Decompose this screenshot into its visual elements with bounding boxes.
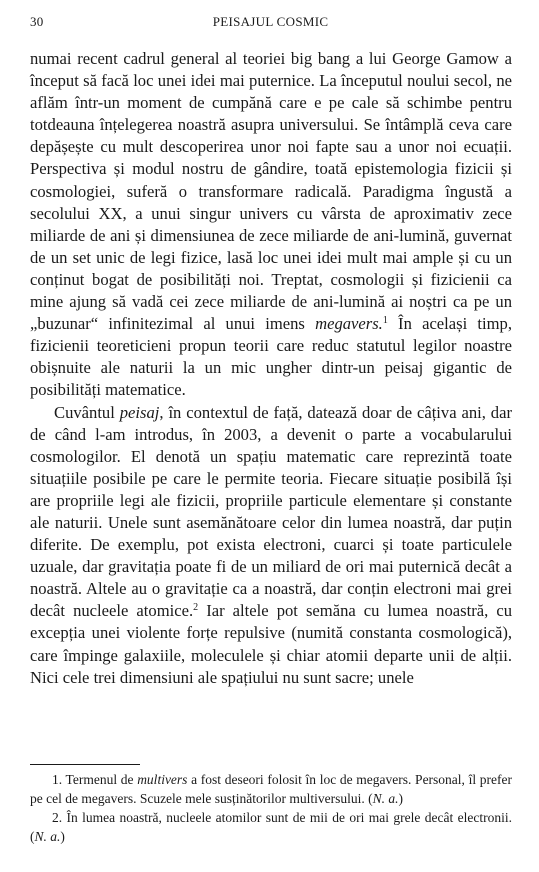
footnote-1-author-note: N. a. xyxy=(372,791,399,806)
footnote-2-text-b: ) xyxy=(60,829,65,844)
paragraph-2-emphasis: peisaj xyxy=(119,402,160,422)
paragraph-1-text-a: numai recent cadrul general al teoriei big bang a lui George Gamow a început să facă loc unei idei mai puternice. La începutul noului secol, ne aflăm într-un moment de cumpănă care e pe cale să schimbe pentru totdeauna înțelegerea noastră asupra universului. Se întâmplă ceva care depășește cu mult descoperirea unor noi fapte sau a unor noi ecuații. Perspectiva și modul nostru de gândire, toată epistemologia fizicii și cosmologiei, suferă o transformare radicală. Paradigma îngustă a secolului XX, a unui singur univers cu vârsta de aproximativ zece miliarde de ani și dimensiunea de zece miliarde de ani-lumină, guvernat de un set unic de legi fizice, lasă loc unei idei mult mai ample și cu un conținut bogat de posibilități noi. Treptat, cosmologii și fizicienii ca mine ajung să vadă cei zece miliarde de ani-lumină ai noștri ca pe un „buzunar“ infinitezimal al unui imens xyxy=(30,49,512,334)
footnote-ref-1[interactable]: 1 xyxy=(382,315,388,327)
footnote-ref-2[interactable]: 2 xyxy=(193,602,199,614)
footnote-1-text-a: 1. Termenul de xyxy=(52,772,138,787)
footnote-2 xyxy=(30,808,512,846)
running-title: PEISAJUL COSMIC xyxy=(212,14,329,29)
body-text xyxy=(30,48,512,689)
paragraph-2-text-c: Iar altele pot semăna cu lumea noastră, cu excepția unei violente forțe repulsive (numită constanta cosmologică), care împinge galaxiile, moleculele și chiar atomii departe unii de alții. Nici cele trei dimensiuni ale spațiului nu sunt sacre; unele xyxy=(30,601,512,687)
footnote-2-text-a: 2. În lumea noastră, nucleele atomilor sunt de mii de ori mai grele decât electronii. ( xyxy=(30,810,512,844)
footnotes xyxy=(30,770,512,846)
paragraph-1-emphasis: megavers. xyxy=(315,314,383,334)
footnote-1-emphasis: multivers xyxy=(137,772,188,787)
paragraph-1 xyxy=(30,48,512,402)
footnote-1-text-c: ) xyxy=(398,791,404,806)
footnote-1-text-b: a fost deseori folosit în loc de megavers. Personal, îl prefer pe cel de megavers. Scuzele mele susținătorilor multiversului. ( xyxy=(30,772,512,806)
paragraph-2 xyxy=(30,402,512,689)
footnote-1 xyxy=(30,770,512,808)
paragraph-1-text-b: În același timp, fizicienii teoreticieni propun teorii care reduc statutul legilor noastre obișnuite ale naturii la un mic ungher dintr-un peisaj gigantic de posibilități matematice. xyxy=(30,314,512,400)
paragraph-2-text-b: , în contextul de față, datează doar de câțiva ani, dar de când l-am introdus, în 2003, a devenit o parte a vocabularului cosmologilor. El denotă un spațiu matematic care reprezintă toate situațiile posibile pe care le permite teoria. Fiecare situație posibilă își are propriile legi ale fizicii, propriile particule elementare și constante ale naturii. Unele sunt asemănătoare celor din lumea noastră, dar puțin diferite. De exemplu, pot exista electroni, cuarci și toate particulele uzuale, dar gravitația poate fi de un miliard de ori mai puternică decât a noastră. Altele au o gravitație ca a noastră, dar conțin electroni mai grei decât nucleele atomice. xyxy=(30,402,512,621)
footnote-rule xyxy=(30,764,140,765)
running-header xyxy=(30,14,511,34)
footnote-2-author-note: N. a. xyxy=(34,829,61,844)
page-number: 30 xyxy=(30,14,44,29)
paragraph-2-text-a: Cuvântul xyxy=(54,402,120,422)
